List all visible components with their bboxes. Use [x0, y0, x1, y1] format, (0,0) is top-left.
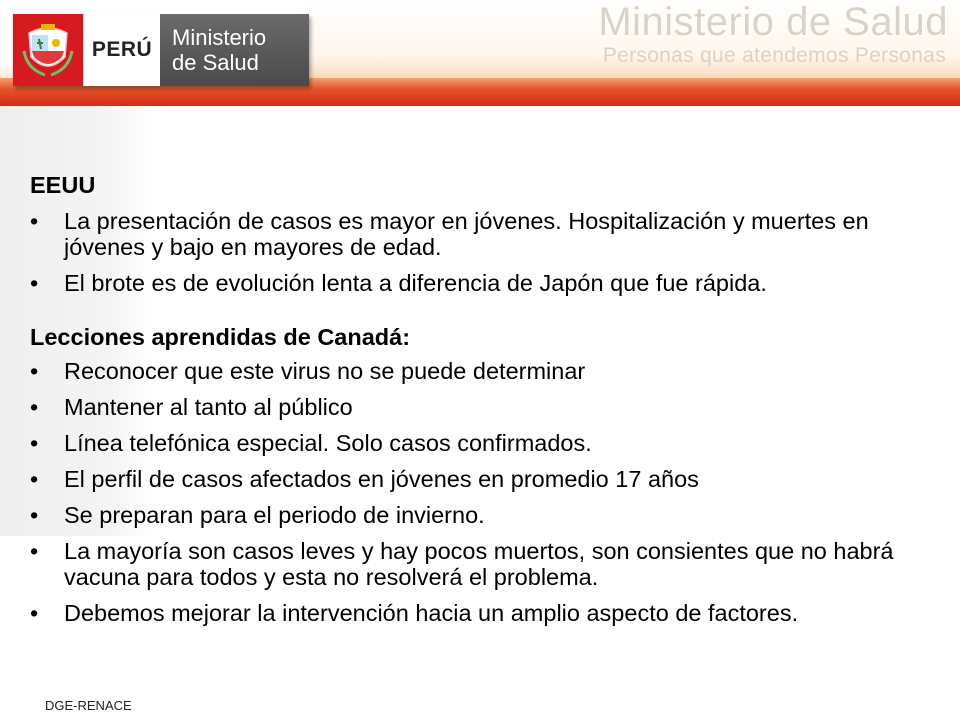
coat-of-arms-icon [21, 21, 75, 79]
ministry-name-line1: Ministerio [172, 25, 267, 50]
list-item [30, 358, 950, 384]
bullet-text: Debemos mejorar la intervención hacia un amplio aspecto de factores. [64, 600, 799, 626]
bullet-marker: • [30, 394, 39, 420]
crest-cell [13, 14, 83, 86]
bullet-text: Línea telefónica especial. Solo casos confirmados. [64, 430, 592, 456]
bullet-marker: • [30, 358, 39, 384]
list-item [30, 538, 950, 590]
section-title-eeuu: EEUU [30, 172, 96, 198]
bullet-text: Se preparan para el periodo de invierno. [64, 502, 485, 528]
list-item [30, 208, 950, 260]
list-item [30, 466, 950, 492]
brand-title: Ministerio de Salud [598, 0, 948, 44]
bullet-marker: • [30, 502, 39, 528]
ministry-logo [13, 14, 309, 86]
bullet-marker: • [30, 538, 39, 564]
bullet-text: Reconocer que este virus no se puede determinar [64, 358, 586, 384]
bullet-text: El perfil de casos afectados en jóvenes en promedio 17 años [64, 466, 699, 492]
footer-label: DGE-RENACE [45, 698, 132, 713]
ministry-name-line2: de Salud [172, 50, 259, 75]
list-item [30, 502, 950, 528]
bullet-marker: • [30, 270, 39, 296]
ministry-name-cell [160, 14, 309, 86]
list-item [30, 430, 950, 456]
bullet-text: Mantener al tanto al público [64, 394, 353, 420]
bullet-marker: • [30, 430, 39, 456]
section-title-canada: Lecciones aprendidas de Canadá: [30, 324, 411, 350]
peru-cell [83, 14, 160, 86]
list-item [30, 394, 950, 420]
bullet-text: El brote es de evolución lenta a diferencia de Japón que fue rápida. [64, 270, 767, 296]
slide-body [30, 172, 950, 636]
brand-tagline: Personas que atendemos Personas [602, 44, 946, 67]
header-banner [0, 0, 960, 106]
bullet-marker: • [30, 600, 39, 626]
bullet-marker: • [30, 208, 39, 234]
country-label: PERÚ [91, 38, 153, 61]
list-item [30, 270, 950, 296]
bullet-text: La presentación de casos es mayor en jóvenes. Hospitalización y muertes en jóvenes y bajo en mayores de edad. [64, 208, 869, 260]
bullet-marker: • [30, 466, 39, 492]
list-item [30, 600, 950, 626]
bullet-text: La mayoría son casos leves y hay pocos muertos, son consientes que no habrá vacuna para todos y esta no resolverá el problema. [64, 538, 894, 590]
